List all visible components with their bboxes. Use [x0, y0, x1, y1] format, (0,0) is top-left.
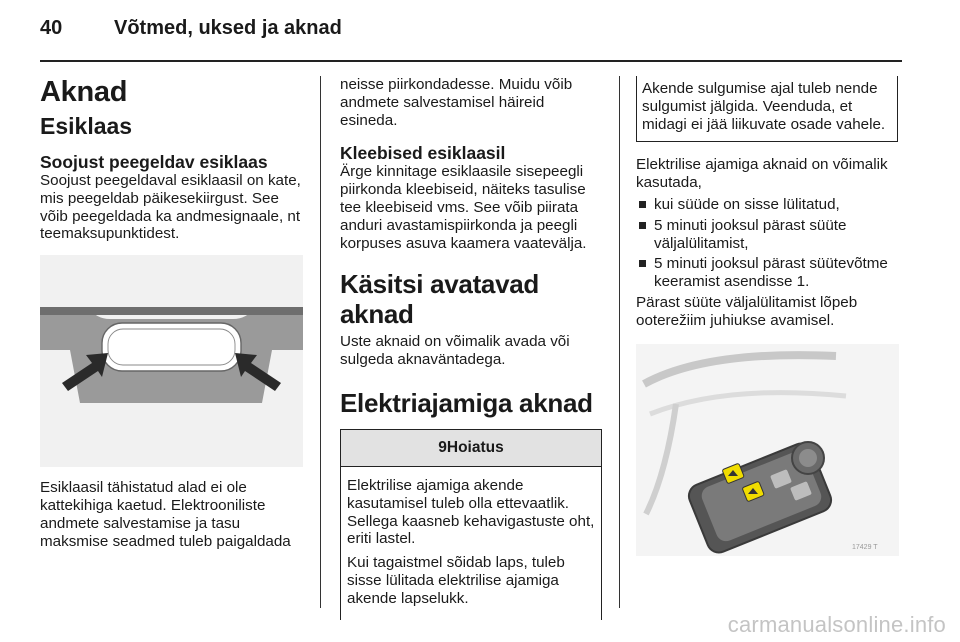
column-divider-1	[320, 76, 321, 608]
page-number: 40	[40, 17, 63, 39]
conditions-list	[636, 196, 904, 291]
warning-paragraph-2: Kui tagaistmel sõidab laps, tuleb sisse lülitada elektrilise ajamiga akende lapselukk.	[347, 554, 565, 607]
door-switch-illustration	[636, 344, 899, 556]
warning-box	[340, 429, 602, 620]
paragraph-kasutada: Elektrilise ajamiga aknaid on võimalik kasutada,	[636, 156, 888, 192]
warning-body	[341, 467, 601, 620]
bullet-square-icon	[639, 222, 646, 229]
warning-title: Hoiatus	[446, 438, 504, 456]
warning-paragraph-1: Elektrilise ajamiga akende kasutamisel tuleb olla ettevaatlik. Sellega kaasneb kehavigastuste oht, eriti lastel.	[347, 476, 595, 548]
bullet-square-icon	[639, 201, 646, 208]
paragraph-kleebised: Ärge kinnitage esiklaasile sisepeegli piirkonda kleebiseid, näiteks tasulise tee kleebiseid vms. See võib piirata anduri avastamispiirkonda ja peegli korpuses asuva kaamera vaatevälja.	[340, 163, 587, 252]
paragraph-parast: Pärast süüte väljalülitamist lõpeb ooterežiim juhiukse avamisel.	[636, 293, 858, 329]
rear-view-mirror	[102, 323, 241, 371]
heading-soojust-peegeldav: Soojust peegeldav esiklaas	[40, 152, 268, 172]
warning-header	[341, 430, 601, 467]
column-1	[40, 76, 305, 550]
note-paragraph: Akende sulgumise ajal tuleb nende sulgumist jälgida. Veenduda, et midagi ei jää liikuvate osade vahele.	[642, 80, 886, 133]
chapter-title: Võtmed, uksed ja aknad	[114, 17, 342, 39]
column-3	[636, 76, 904, 556]
column-2	[340, 76, 602, 620]
paragraph-kasitsi: Uste aknaid on võimalik avada või sulgeda aknaväntadega.	[340, 333, 570, 369]
list-item: 5 minuti jooksul pärast süüte väljalülitamist,	[636, 217, 904, 253]
heading-kleebised: Kleebised esiklaasil	[340, 143, 506, 164]
header-rule	[40, 60, 902, 62]
heading-esiklaas: Esiklaas	[40, 113, 133, 139]
windscreen-mirror-illustration	[40, 255, 303, 467]
door-switch-figure	[636, 344, 899, 556]
windscreen-figure	[40, 255, 303, 467]
heading-kasitsi: Käsitsi avatavad aknad	[340, 269, 539, 330]
figure-code: 17429 T	[852, 543, 878, 551]
warning-triangle-icon: 9	[438, 438, 447, 456]
paragraph-continued: neisse piirkondadesse. Muidu võib andmete salvestamisel häireid esineda.	[340, 76, 573, 129]
list-item: kui süüde on sisse lülitatud,	[636, 196, 904, 214]
paragraph-tahistatud: Esiklaasil tähistatud alad ei ole kattekihiga kaetud. Elektrooniliste andmete salvestamise ja tasu maksmise seadmed tuleb paigaldada	[40, 479, 291, 550]
heading-aknad: Aknad	[40, 76, 128, 108]
watermark: carmanualsonline.info	[727, 612, 946, 637]
heading-elektriajamiga: Elektriajamiga aknad	[340, 387, 593, 418]
windscreen-top-edge	[40, 307, 303, 315]
list-item: 5 minuti jooksul pärast süütevõtme keeramist asendisse 1.	[636, 255, 904, 291]
warning-note-continued	[636, 76, 898, 142]
column-divider-2	[619, 76, 620, 608]
paragraph-soojust: Soojust peegeldaval esiklaasil on kate, mis peegeldab päikesekiirgust. See võib peegeldada ka andmesignaale, nt teemaksupunktidest.	[40, 172, 301, 243]
bullet-square-icon	[639, 260, 646, 267]
